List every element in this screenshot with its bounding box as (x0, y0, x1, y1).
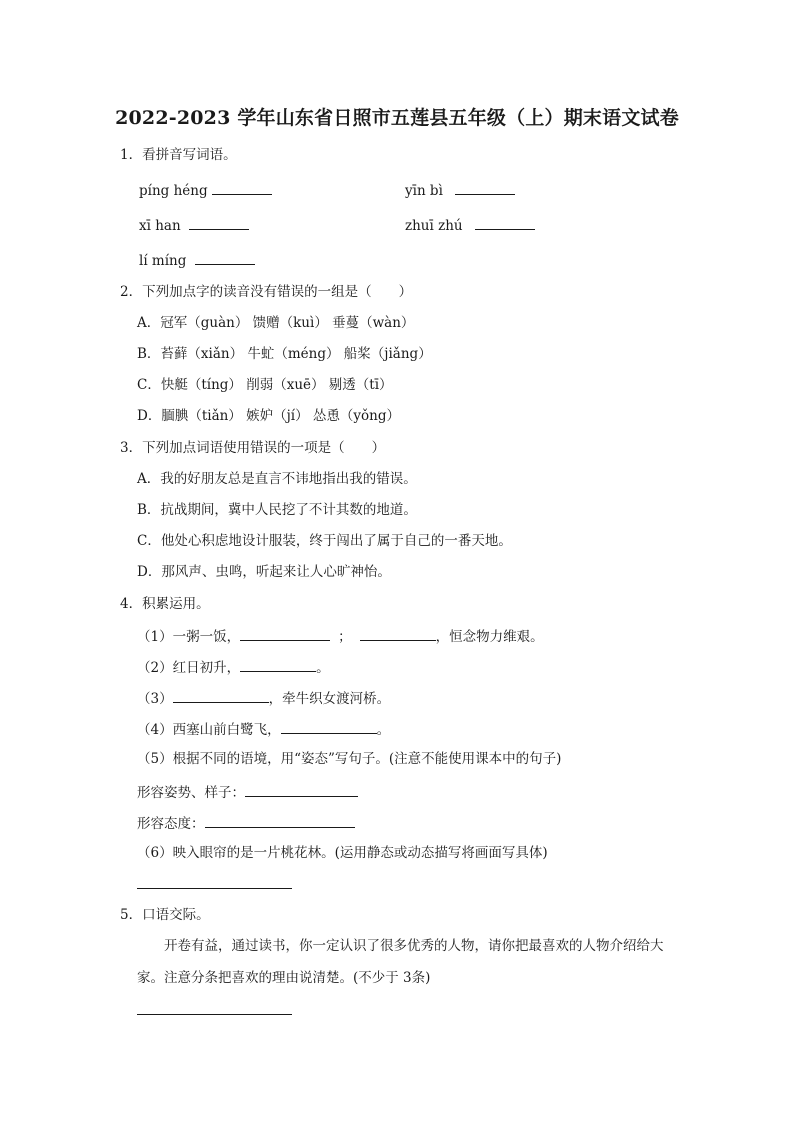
q4-sub-3 (137, 688, 390, 708)
q5-body: 开卷有益，通过读书，你一定认识了很多优秀的人物，请你把最喜欢的人物介绍给大家。注意分条把喜欢的理由说清楚。(不少于 3条) (137, 938, 664, 986)
q1-item-5 (139, 250, 255, 270)
q3-stem: 3．下列加点词语使用错误的一项是（ ） (120, 440, 386, 456)
answer-blank[interactable] (475, 215, 535, 230)
q3-option-b[interactable]: B．抗战期间，冀中人民挖了不计其数的地道。 (137, 502, 417, 518)
q4-sub-5: （5）根据不同的语境，用“姿态”写句子。(注意不能使用课本中的句子) (137, 751, 562, 767)
sub-text: 形容姿势、样子： (137, 785, 245, 801)
sub-text: （2）红日初升， (137, 660, 241, 676)
q1-item-1 (139, 180, 272, 200)
pinyin-label: zhuī zhú (405, 218, 463, 234)
q2-option-d[interactable]: D．腼腆（tiǎn） 嫉妒（jí） 怂恿（yǒng） (137, 408, 400, 424)
answer-blank[interactable] (212, 180, 272, 195)
answer-line[interactable] (137, 1013, 292, 1015)
answer-blank[interactable] (455, 180, 515, 195)
q4-sub-6: （6）映入眼帘的是一片桃花林。(运用静态或动态描写将画面写具体) (137, 845, 548, 861)
q3-option-c[interactable]: C．他处心积虑地设计服装，终于闯出了属于自己的一番天地。 (137, 533, 512, 549)
pinyin-label: yīn bì (405, 183, 443, 199)
q2-option-c[interactable]: C．快艇（tíng） 削弱（xuē） 剔透（tī） (137, 377, 393, 393)
answer-blank[interactable] (189, 215, 249, 230)
sub-text: （4）西塞山前白鹭飞， (137, 722, 281, 738)
sub-text: ，牵牛织女渡河桥。 (268, 691, 391, 707)
pinyin-label: lí míng (139, 253, 187, 269)
q2-option-a[interactable]: A．冠军（guàn） 馈赠（kuì） 垂蔓（wàn） (137, 315, 415, 331)
q4-sub-4 (137, 719, 390, 739)
answer-blank[interactable] (205, 813, 355, 828)
answer-blank[interactable] (281, 719, 377, 734)
answer-blank[interactable] (173, 688, 269, 703)
q4-sub-2 (137, 657, 330, 677)
q1-item-4 (405, 215, 535, 235)
pinyin-label: píng héng (139, 183, 208, 199)
q1-item-3 (139, 215, 249, 235)
page-title: 2022-2023 学年山东省日照市五莲县五年级（上）期末语文试卷 (115, 107, 679, 129)
answer-blank[interactable] (360, 626, 436, 641)
q1-stem: 1．看拼音写词语。 (120, 147, 237, 163)
sub-text: （1）一粥一饭， (137, 629, 241, 645)
q4-sub-5b (137, 813, 355, 833)
sub-text: 。 (376, 722, 391, 738)
sub-text: ，恒念物力维艰。 (435, 629, 544, 645)
sub-text: 。 (316, 660, 330, 676)
q3-option-d[interactable]: D．那风声、虫鸣，听起来让人心旷神怡。 (137, 564, 391, 580)
sub-text: （3） (137, 691, 173, 707)
q5-stem: 5．口语交际。 (120, 907, 210, 923)
q4-sub-1 (137, 626, 544, 646)
answer-blank[interactable] (240, 626, 330, 641)
answer-line[interactable] (137, 887, 292, 889)
sub-text: 形容态度： (137, 816, 205, 832)
pinyin-label: xī han (139, 218, 181, 234)
sub-text: ； (338, 629, 352, 645)
answer-blank[interactable] (195, 250, 255, 265)
q4-sub-5a (137, 782, 358, 802)
q4-stem: 4．积累运用。 (120, 596, 210, 612)
answer-blank[interactable] (245, 782, 358, 797)
q3-option-a[interactable]: A．我的好朋友总是直言不讳地指出我的错误。 (137, 471, 417, 487)
q2-option-b[interactable]: B．苔藓（xiǎn） 牛虻（méng） 船桨（jiǎng） (137, 346, 432, 362)
q1-item-2 (405, 180, 515, 200)
answer-blank[interactable] (240, 657, 316, 672)
q2-stem: 2．下列加点字的读音没有错误的一组是（ ） (120, 284, 413, 300)
